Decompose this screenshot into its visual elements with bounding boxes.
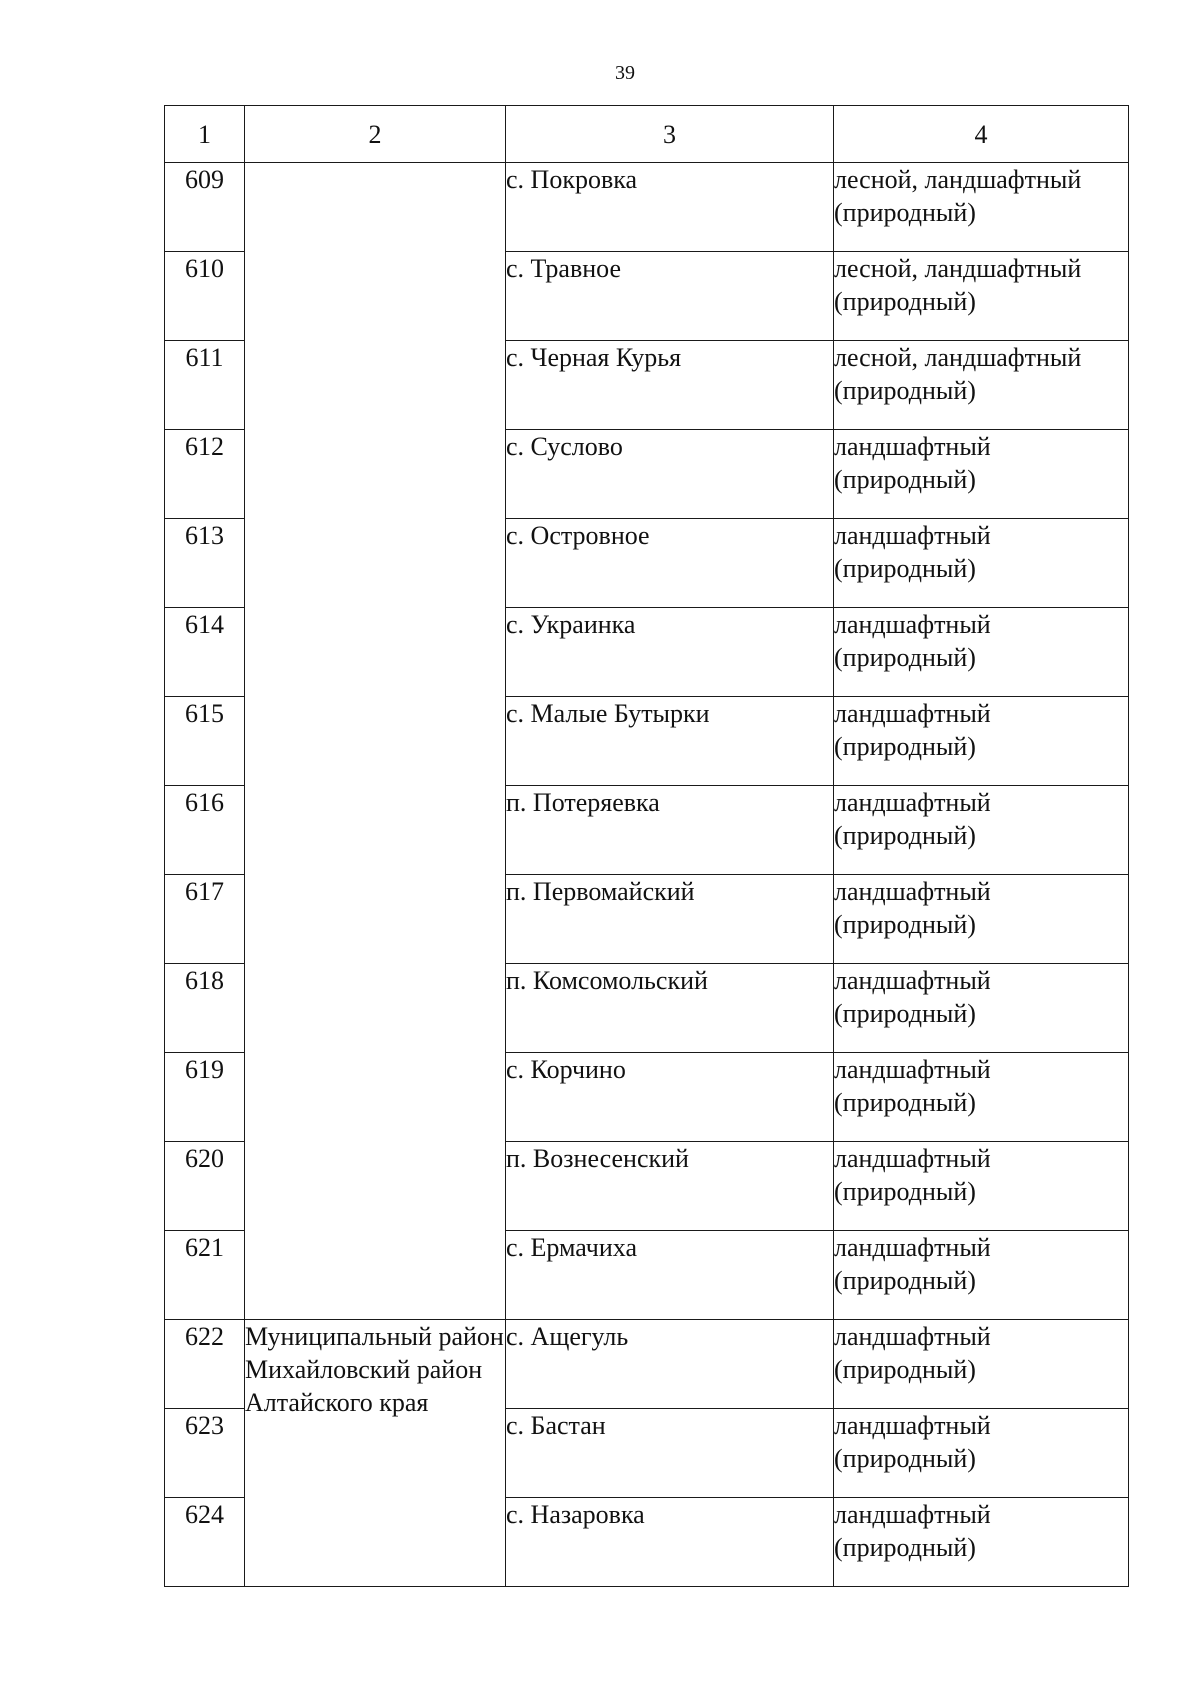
- type-cell: ландшафтный (природный): [834, 786, 1129, 875]
- row-number: 619: [165, 1053, 245, 1142]
- row-number: 610: [165, 252, 245, 341]
- row-number: 616: [165, 786, 245, 875]
- row-number: 614: [165, 608, 245, 697]
- locality-cell: с. Корчино: [506, 1053, 834, 1142]
- column-header: 1: [165, 106, 245, 163]
- column-header: 4: [834, 106, 1129, 163]
- locality-cell: с. Суслово: [506, 430, 834, 519]
- type-cell: ландшафтный (природный): [834, 1142, 1129, 1231]
- locality-cell: с. Бастан: [506, 1409, 834, 1498]
- locality-cell: с. Ермачиха: [506, 1231, 834, 1320]
- row-number: 612: [165, 430, 245, 519]
- locality-cell: с. Островное: [506, 519, 834, 608]
- locality-cell: п. Первомайский: [506, 875, 834, 964]
- type-cell: ландшафтный (природный): [834, 875, 1129, 964]
- header-row: [165, 106, 1129, 163]
- locality-cell: с. Украинка: [506, 608, 834, 697]
- type-cell: лесной, ландшафтный (природный): [834, 341, 1129, 430]
- type-cell: ландшафтный (природный): [834, 1053, 1129, 1142]
- type-cell: лесной, ландшафтный (природный): [834, 252, 1129, 341]
- row-number: 623: [165, 1409, 245, 1498]
- type-cell: ландшафтный (природный): [834, 1320, 1129, 1409]
- row-number: 609: [165, 163, 245, 252]
- locality-cell: п. Потеряевка: [506, 786, 834, 875]
- row-number: 615: [165, 697, 245, 786]
- locality-cell: п. Вознесенский: [506, 1142, 834, 1231]
- type-cell: ландшафтный (природный): [834, 608, 1129, 697]
- row-number: 621: [165, 1231, 245, 1320]
- type-cell: лесной, ландшафтный (природный): [834, 163, 1129, 252]
- locality-cell: с. Покровка: [506, 163, 834, 252]
- page-number: 39: [615, 62, 635, 84]
- type-cell: ландшафтный (природный): [834, 1231, 1129, 1320]
- type-cell: ландшафтный (природный): [834, 519, 1129, 608]
- district-cell: Муниципальный район Михайловский район Алтайского края: [245, 1320, 506, 1587]
- type-cell: ландшафтный (природный): [834, 697, 1129, 786]
- table-row: [165, 1320, 1129, 1409]
- locality-cell: с. Малые Бутырки: [506, 697, 834, 786]
- data-table: [164, 105, 1129, 1587]
- district-cell-empty: [245, 163, 506, 1320]
- row-number: 611: [165, 341, 245, 430]
- row-number: 620: [165, 1142, 245, 1231]
- column-header: 2: [245, 106, 506, 163]
- row-number: 613: [165, 519, 245, 608]
- row-number: 618: [165, 964, 245, 1053]
- locality-cell: п. Комсомольский: [506, 964, 834, 1053]
- type-cell: ландшафтный (природный): [834, 1498, 1129, 1587]
- row-number: 624: [165, 1498, 245, 1587]
- row-number: 622: [165, 1320, 245, 1409]
- table-body: [165, 163, 1129, 1587]
- locality-cell: с. Травное: [506, 252, 834, 341]
- type-cell: ландшафтный (природный): [834, 964, 1129, 1053]
- type-cell: ландшафтный (природный): [834, 430, 1129, 519]
- row-number: 617: [165, 875, 245, 964]
- locality-cell: с. Назаровка: [506, 1498, 834, 1587]
- locality-cell: с. Черная Курья: [506, 341, 834, 430]
- column-header: 3: [506, 106, 834, 163]
- locality-cell: с. Ащегуль: [506, 1320, 834, 1409]
- type-cell: ландшафтный (природный): [834, 1409, 1129, 1498]
- table-row: [165, 163, 1129, 252]
